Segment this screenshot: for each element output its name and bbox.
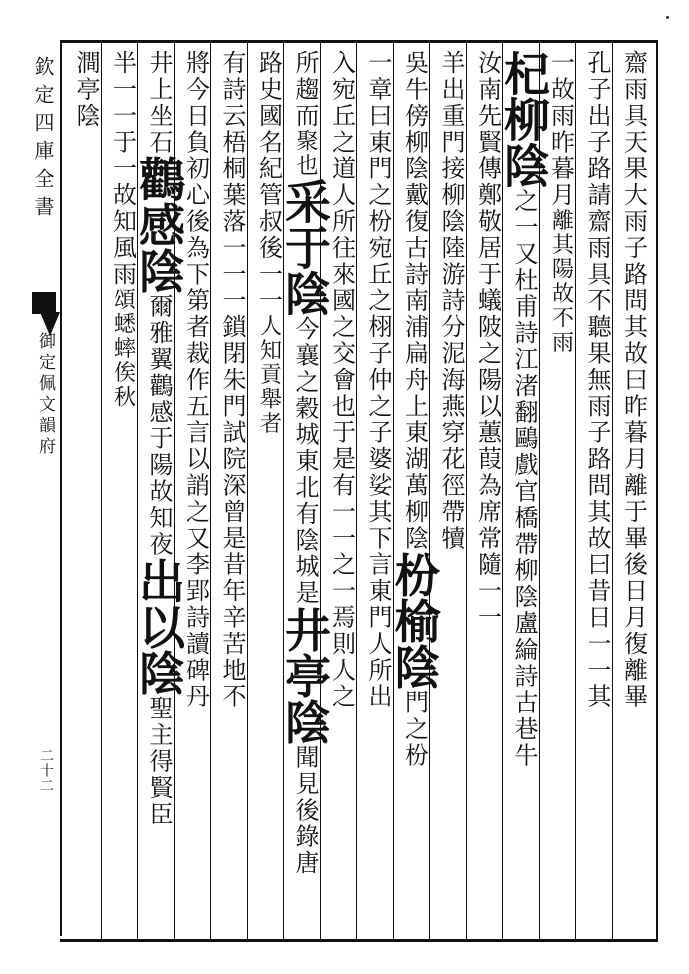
body-text: 入宛丘之道人所往來國之交會也于是有一一之一焉則人之 bbox=[327, 50, 356, 710]
column-rule bbox=[539, 40, 540, 939]
spine-title: 欽定四庫全書 bbox=[31, 56, 55, 224]
body-text: 聖主得賢臣 bbox=[145, 695, 173, 828]
column-rule bbox=[356, 40, 357, 939]
gloss-text: 離其陽故不雨 bbox=[548, 208, 574, 355]
entry-heading: 杞柳陰 bbox=[497, 50, 551, 188]
body-text: 孔子出子路請齋雨具不聽果無雨子路問其故曰昔日一一其 bbox=[583, 50, 611, 710]
body-text: 井上坐石 bbox=[145, 50, 173, 156]
body-text: 吳牛傍柳陰戴復古詩南浦扁舟上東湖萬柳陰 bbox=[400, 50, 429, 552]
body-text: 齋雨具天果大雨子路問其故曰昨暮月離于畢後日月復離畢 bbox=[619, 50, 648, 710]
body-text: 爾雅翼鸛感于陽故知夜 bbox=[145, 293, 173, 558]
body-text: 羊出重門接柳陰陸游詩分泥海燕穿花徑帶犢 bbox=[437, 50, 465, 552]
body-text: 半一一于一故知風雨 bbox=[108, 50, 137, 288]
body-text: 澗亭陰 bbox=[72, 50, 100, 130]
column-rule bbox=[393, 40, 394, 939]
column-rule bbox=[320, 40, 321, 939]
column-rule bbox=[575, 40, 576, 939]
column-rule bbox=[502, 40, 503, 939]
column-rule bbox=[247, 40, 248, 939]
gloss-text: 聚也 bbox=[293, 129, 318, 179]
body-text: 汝南先賢傳鄭敬居于蟻陂之陽以蕙葭為席常隨一一 bbox=[473, 50, 502, 631]
column-rule bbox=[283, 40, 284, 939]
column-rule bbox=[466, 40, 467, 939]
column-rule bbox=[612, 40, 613, 939]
body-text: 有詩云梧桐葉落一一一鎖閉朱門試院深曾是昔年辛苦地不 bbox=[218, 50, 246, 710]
body-text: 將今日負初心後為下第者裁作五言以誚之又李郢詩讀碑丹 bbox=[181, 50, 210, 710]
column-rule bbox=[137, 40, 138, 939]
column-rule bbox=[101, 40, 102, 939]
body-text: 路史國名紀管叔後一一 bbox=[254, 50, 283, 314]
body-text: 聞見後錄唐 bbox=[291, 744, 319, 877]
body-text: 門之枌 bbox=[400, 689, 429, 769]
gloss-text: 人知貢舉者 bbox=[256, 314, 282, 436]
entry-heading: 采于陰 bbox=[278, 178, 332, 317]
column-rule bbox=[429, 40, 430, 939]
column-rule bbox=[174, 40, 175, 939]
entry-heading: 鸛感陰 bbox=[132, 155, 186, 294]
body-text: 今襄之穀城東北有陰城是 bbox=[291, 316, 319, 607]
body-text: 一故雨昨暮月 bbox=[546, 50, 575, 209]
body-text: 所趨而 bbox=[291, 50, 319, 130]
spine-fishtail-block bbox=[32, 292, 56, 314]
gloss-text: 頌蟋蟀俟秋 bbox=[110, 287, 136, 410]
entry-heading: 枌榆陰 bbox=[387, 551, 442, 690]
entry-heading: 出以陰 bbox=[132, 557, 186, 696]
column-rule bbox=[210, 40, 211, 939]
body-text: 之一又杜甫詩江渚翻鷗戲官橋帶柳陰盧綸詩古巷牛 bbox=[510, 188, 538, 769]
body-text: 一章曰東門之枌宛丘之栩子仲之子婆娑其下言東門人所出 bbox=[364, 50, 392, 710]
entry-heading: 井亭陰 bbox=[278, 606, 332, 745]
page-number: 二十二 bbox=[38, 748, 54, 793]
spine-book-title: 御定佩文韻府 bbox=[35, 332, 55, 458]
speck bbox=[666, 16, 669, 19]
